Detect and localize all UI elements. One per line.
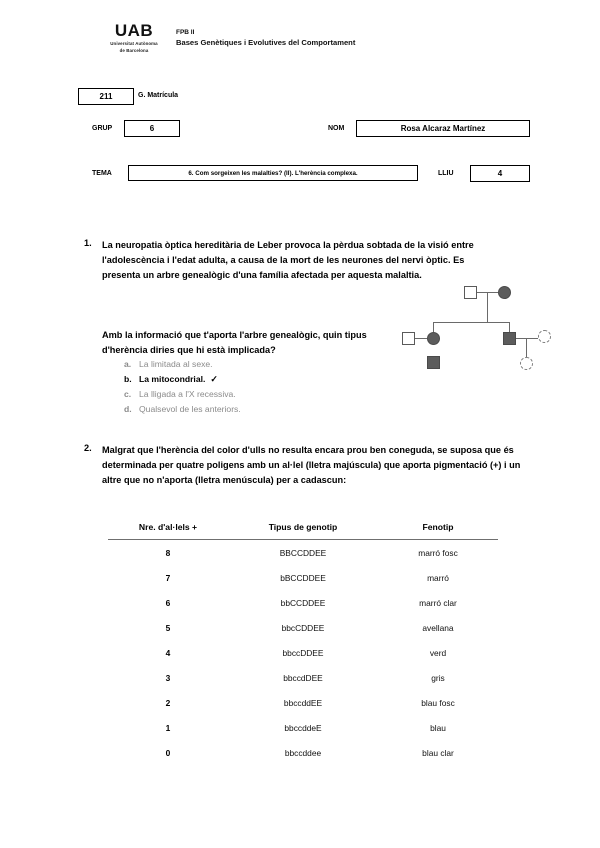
pedigree-square-affected-ii3: [503, 332, 516, 345]
cell-alleles: 8: [165, 547, 171, 558]
cell-phenotype: marró clar: [419, 597, 457, 608]
table-row: [108, 715, 498, 740]
cell-alleles: 0: [165, 747, 171, 758]
cell-alleles: 7: [165, 572, 171, 583]
cell-genotype: bbccddeE: [284, 722, 322, 733]
cell-genotype: bbccddEE: [283, 697, 323, 708]
option-a-text: La limitada al sexe.: [139, 359, 213, 369]
question-1-text: La neuropatia òptica hereditària de Leber provoca la pèrdua sobtada de la visió entre l'adolescència i l'edat adulta, a causa de la mort de les neurones del nervi òptic. Es presenta un arbre genealògic d'una família afectada per aquesta malaltia.: [102, 240, 474, 280]
table-row: [108, 590, 498, 615]
cell-alleles: 5: [165, 622, 171, 633]
course-title: Bases Genètiques i Evolutives del Comportament: [176, 38, 356, 47]
pedigree-circle-affected-ii2: [427, 332, 440, 345]
pedigree-sibship-line-ii: [433, 322, 510, 323]
column-header-alleles: Nre. d'al·lels +: [138, 522, 198, 532]
question-1-number: 1.: [84, 238, 92, 248]
option-d[interactable]: [124, 404, 424, 419]
question-1-options: [124, 359, 424, 419]
pedigree-mating-line-ii-left: [415, 338, 427, 339]
column-header-genotype: Tipus de genotip: [268, 522, 338, 532]
cell-genotype: bbccDDEE: [282, 647, 324, 658]
column-header-phenotype: Fenotip: [422, 522, 454, 532]
genotype-table: [108, 522, 498, 765]
cell-alleles: 3: [165, 672, 171, 683]
pedigree-square-unaffected-ii1: [402, 332, 415, 345]
question-1-prompt: Amb la informació que t'aporta l'arbre genealògic, quin tipus d'herència diries que hi està implicada?: [102, 330, 367, 355]
tema-label: TEMA: [92, 170, 112, 177]
cell-phenotype: marró: [427, 572, 449, 583]
pedigree-descent-line-ii-right: [526, 338, 527, 357]
option-b-letter: b.: [124, 374, 132, 384]
pedigree-descent-line-i: [487, 292, 488, 322]
pedigree-circle-unaffected-ii4: [538, 330, 551, 343]
pedigree-chart: [404, 278, 594, 378]
table-row: [108, 690, 498, 715]
table-row: [108, 740, 498, 765]
cell-phenotype: verd: [429, 647, 447, 658]
cell-genotype: bbcCDDEE: [281, 622, 325, 633]
pedigree-drop-line-ii3: [509, 322, 510, 332]
nom-field[interactable]: Rosa Alcaraz Martínez: [356, 120, 530, 137]
matricula-field[interactable]: 211: [78, 88, 134, 105]
cell-phenotype: blau fosc: [421, 697, 455, 708]
uab-logo-text: UAB: [114, 21, 154, 40]
grup-label: GRUP: [92, 125, 113, 132]
option-b-text: La mitocondrial.: [139, 374, 206, 384]
table-row: [108, 565, 498, 590]
option-c[interactable]: [124, 389, 424, 404]
cell-genotype: bbccdDEE: [283, 672, 323, 683]
course-code: FPB II: [176, 29, 195, 36]
table-row: [108, 640, 498, 665]
option-a-letter: a.: [124, 359, 132, 369]
lliu-label: LLIU: [438, 170, 454, 177]
tema-field[interactable]: 6. Com sorgeixen les malalties? (II). L'herència complexa.: [128, 165, 418, 181]
pedigree-circle-affected-i2: [498, 286, 511, 299]
checkmark-icon: ✓: [210, 374, 218, 384]
pedigree-circle-unaffected-iii2: [520, 357, 533, 370]
cell-alleles: 2: [165, 697, 171, 708]
table-header-row: [108, 522, 498, 540]
pedigree-square-affected-iii1: [427, 356, 440, 369]
cell-genotype: bbccddee: [284, 747, 322, 758]
cell-phenotype: gris: [431, 672, 445, 683]
cell-alleles: 6: [165, 597, 171, 608]
table-row: [108, 665, 498, 690]
option-b[interactable]: [124, 374, 424, 389]
matricula-label: G. Matrícula: [138, 92, 179, 99]
course-heading: [176, 28, 355, 48]
table-row: [108, 615, 498, 640]
page-header: [0, 0, 600, 78]
uab-logo-subtitle-line2: de Barcelona: [119, 47, 149, 53]
option-c-letter: c.: [124, 389, 132, 399]
table-row: [108, 540, 498, 565]
uab-logo-subtitle-line1: Universitat Autònoma: [110, 41, 158, 46]
pedigree-drop-line-ii2: [433, 322, 434, 332]
cell-phenotype: avellana: [422, 622, 454, 633]
option-c-text: La lligada a l'X recessiva.: [139, 389, 236, 399]
uab-logo: [88, 22, 180, 53]
cell-alleles: 4: [165, 647, 171, 658]
pedigree-square-unaffected-i1: [464, 286, 477, 299]
lliu-field[interactable]: 4: [470, 165, 530, 182]
cell-phenotype: blau: [430, 722, 446, 733]
cell-alleles: 1: [165, 722, 171, 733]
cell-phenotype: blau clar: [422, 747, 454, 758]
option-d-letter: d.: [124, 404, 132, 414]
option-a[interactable]: [124, 359, 424, 374]
cell-genotype: BBCCDDEE: [279, 547, 327, 558]
option-d-text: Qualsevol de les anteriors.: [139, 404, 241, 414]
cell-genotype: bbCCDDEE: [280, 597, 326, 608]
question-2-number: 2.: [84, 443, 92, 453]
cell-phenotype: marró fosc: [418, 547, 458, 558]
cell-genotype: bBCCDDEE: [280, 572, 326, 583]
grup-field[interactable]: 6: [124, 120, 180, 137]
nom-label: NOM: [328, 125, 345, 132]
question-2-text: Malgrat que l'herència del color d'ulls no resulta encara prou ben coneguda, se suposa que és determinada per quatre poligens amb un al·lel (lletra majúscula) que aporta pigmentació (+) i un altre que no n'aporta (lletra menúscula) per a cadascun:: [102, 445, 521, 485]
